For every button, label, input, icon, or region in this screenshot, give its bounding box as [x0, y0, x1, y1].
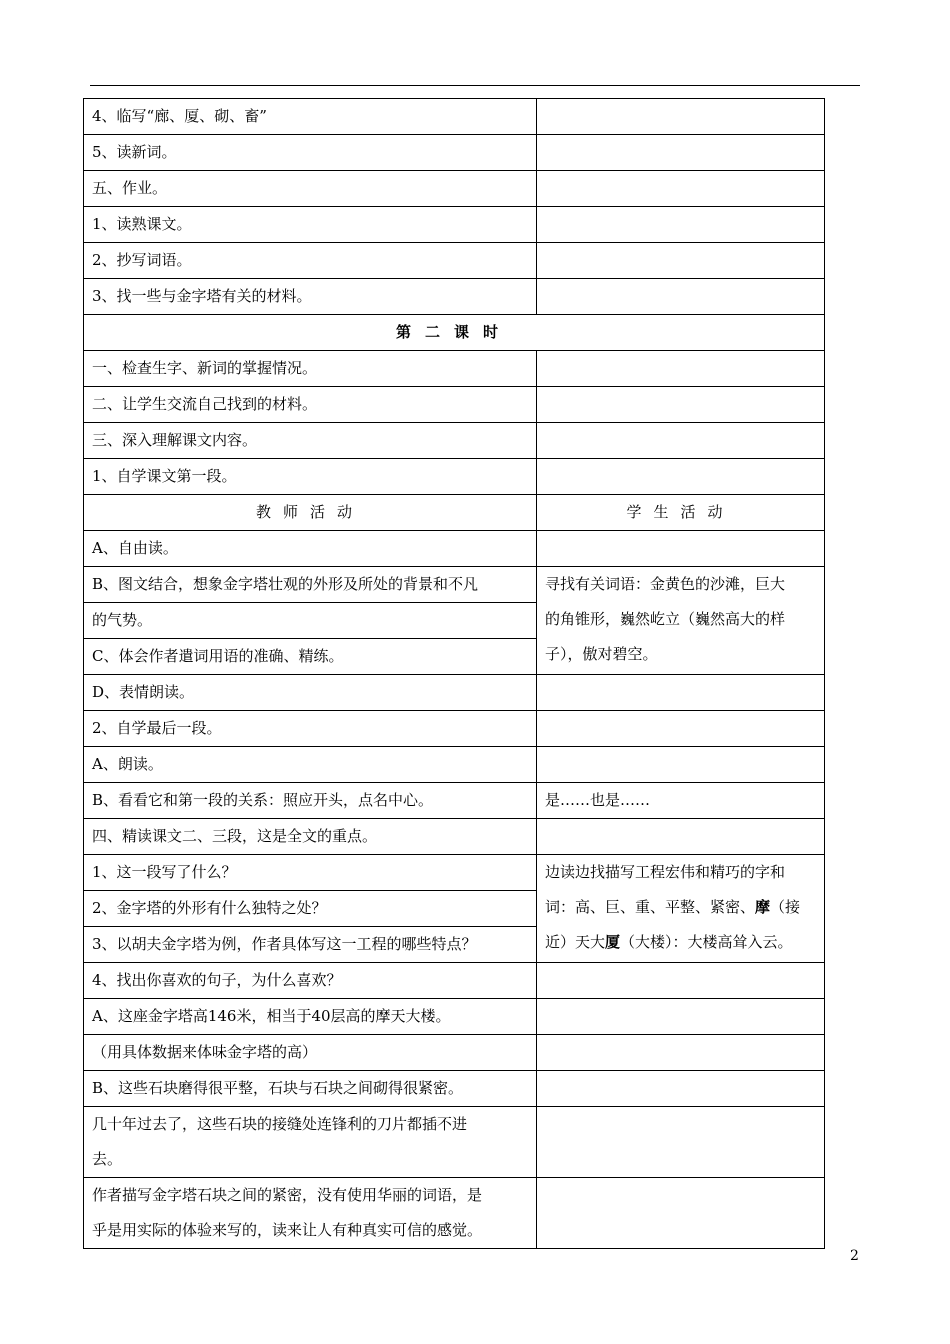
- student-note-line: 寻找有关词语：金黄色的沙滩，巨大: [545, 575, 786, 593]
- table-cell: 三、深入理解课文内容。: [84, 423, 537, 459]
- teacher-cell: 2、金字塔的外形有什么独特之处？: [84, 891, 537, 927]
- header-rule: [90, 85, 860, 86]
- table-cell-empty: [537, 135, 825, 171]
- table-cell-empty: [537, 171, 825, 207]
- student-note-line: 的角锥形，巍然屹立（巍然高大的样: [545, 610, 786, 628]
- table-row: [84, 567, 825, 603]
- teacher-activity-header: 教师活动: [84, 495, 537, 531]
- teacher-line: 乎是用实际的体验来写的，读来让人有种真实可信的感觉。: [92, 1221, 483, 1239]
- bold-character: 厦: [605, 933, 621, 951]
- teacher-line: 几十年过去了，这些石块的接缝处连锋利的刀片都插不进: [92, 1115, 468, 1133]
- student-note-line: 子），傲对碧空。: [545, 645, 658, 663]
- table-row: [84, 531, 825, 567]
- section-row: [84, 315, 825, 351]
- student-cell-key-words: [537, 855, 825, 963]
- table-row: [84, 963, 825, 999]
- student-note-line: 边读边找描写工程宏伟和精巧的字和: [545, 863, 786, 881]
- student-note-line: [545, 925, 816, 960]
- table-row: [84, 747, 825, 783]
- table-row: [84, 279, 825, 315]
- teacher-cell: A、自由读。: [84, 531, 537, 567]
- table-cell: 一、检查生字、新词的掌握情况。: [84, 351, 537, 387]
- table-row: [84, 351, 825, 387]
- table-cell: 4、临写“廊、厦、砌、畜”: [84, 99, 537, 135]
- teacher-cell: 四、精读课文二、三段，这是全文的重点。: [84, 819, 537, 855]
- table-cell-empty: [537, 1035, 825, 1071]
- table-cell-empty: [537, 711, 825, 747]
- table-cell-empty: [537, 279, 825, 315]
- table-cell-empty: [537, 675, 825, 711]
- table-cell-empty: [537, 423, 825, 459]
- table-cell-empty: [537, 387, 825, 423]
- teacher-cell: B、图文结合，想象金字塔壮观的外形及所处的背景和不凡: [84, 567, 537, 603]
- table-row: [84, 135, 825, 171]
- table-cell-empty: [537, 747, 825, 783]
- table-cell-empty: [537, 1071, 825, 1107]
- lesson-plan-table: [83, 98, 825, 1249]
- teacher-cell: 2、自学最后一段。: [84, 711, 537, 747]
- column-header-row: [84, 495, 825, 531]
- note-text: （大楼）：大楼高耸入云。: [620, 933, 793, 951]
- table-cell: 1、自学课文第一段。: [84, 459, 537, 495]
- table-cell-empty: [537, 963, 825, 999]
- teacher-cell: B、这些石块磨得很平整，石块与石块之间砌得很紧密。: [84, 1071, 537, 1107]
- section-title: 第二课时: [84, 315, 825, 351]
- teacher-cell: D、表情朗读。: [84, 675, 537, 711]
- teacher-cell: C、体会作者遣词用语的准确、精练。: [84, 639, 537, 675]
- table-row: [84, 459, 825, 495]
- teacher-cell: A、这座金字塔高146米，相当于40层高的摩天大楼。: [84, 999, 537, 1035]
- table-cell-empty: [537, 351, 825, 387]
- table-row: [84, 675, 825, 711]
- teacher-cell: 1、这一段写了什么？: [84, 855, 537, 891]
- table-cell: 五、作业。: [84, 171, 537, 207]
- table-cell: 3、找一些与金字塔有关的材料。: [84, 279, 537, 315]
- student-cell-relation: 是……也是……: [537, 783, 825, 819]
- page-number: 2: [850, 1248, 859, 1264]
- table-row: [84, 387, 825, 423]
- table-row: [84, 99, 825, 135]
- table-cell-empty: [537, 999, 825, 1035]
- student-cell-shape-words: [537, 567, 825, 675]
- table-row: [84, 171, 825, 207]
- note-text: （接: [770, 898, 801, 916]
- student-note-line: [545, 890, 816, 925]
- table-cell-empty: [537, 459, 825, 495]
- teacher-cell: B、看看它和第一段的关系：照应开头，点名中心。: [84, 783, 537, 819]
- teacher-line: 去。: [92, 1150, 123, 1168]
- teacher-cell-multiline: [84, 1178, 537, 1249]
- table-cell: 1、读熟课文。: [84, 207, 537, 243]
- table-cell-empty: [537, 207, 825, 243]
- teacher-cell-multiline: [84, 1107, 537, 1178]
- bold-character: 摩: [755, 898, 771, 916]
- table-cell-empty: [537, 819, 825, 855]
- table-cell-empty: [537, 531, 825, 567]
- table-row: [84, 819, 825, 855]
- table-row: [84, 855, 825, 891]
- table-cell-empty: [537, 1178, 825, 1249]
- table-cell-empty: [537, 1107, 825, 1178]
- teacher-cell: 4、找出你喜欢的句子，为什么喜欢？: [84, 963, 537, 999]
- note-text: 近）天大: [545, 933, 606, 951]
- table-row: [84, 783, 825, 819]
- table-row: [84, 1107, 825, 1178]
- note-text: 词：高、巨、重、平整、紧密、: [545, 898, 756, 916]
- teacher-cell: 的气势。: [84, 603, 537, 639]
- table-cell-empty: [537, 99, 825, 135]
- teacher-line: 作者描写金字塔石块之间的紧密，没有使用华丽的词语，是: [92, 1186, 483, 1204]
- table-cell: 二、让学生交流自己找到的材料。: [84, 387, 537, 423]
- table-cell: 5、读新词。: [84, 135, 537, 171]
- student-activity-header: 学生活动: [537, 495, 825, 531]
- teacher-cell: 3、以胡夫金字塔为例，作者具体写这一工程的哪些特点？: [84, 927, 537, 963]
- table-row: [84, 1178, 825, 1249]
- table-row: [84, 243, 825, 279]
- table-cell: 2、抄写词语。: [84, 243, 537, 279]
- table-cell-empty: [537, 243, 825, 279]
- table-row: [84, 1071, 825, 1107]
- teacher-cell: A、朗读。: [84, 747, 537, 783]
- table-row: [84, 207, 825, 243]
- teacher-cell: （用具体数据来体味金字塔的高）: [84, 1035, 537, 1071]
- table-row: [84, 1035, 825, 1071]
- table-row: [84, 999, 825, 1035]
- table-row: [84, 423, 825, 459]
- table-row: [84, 711, 825, 747]
